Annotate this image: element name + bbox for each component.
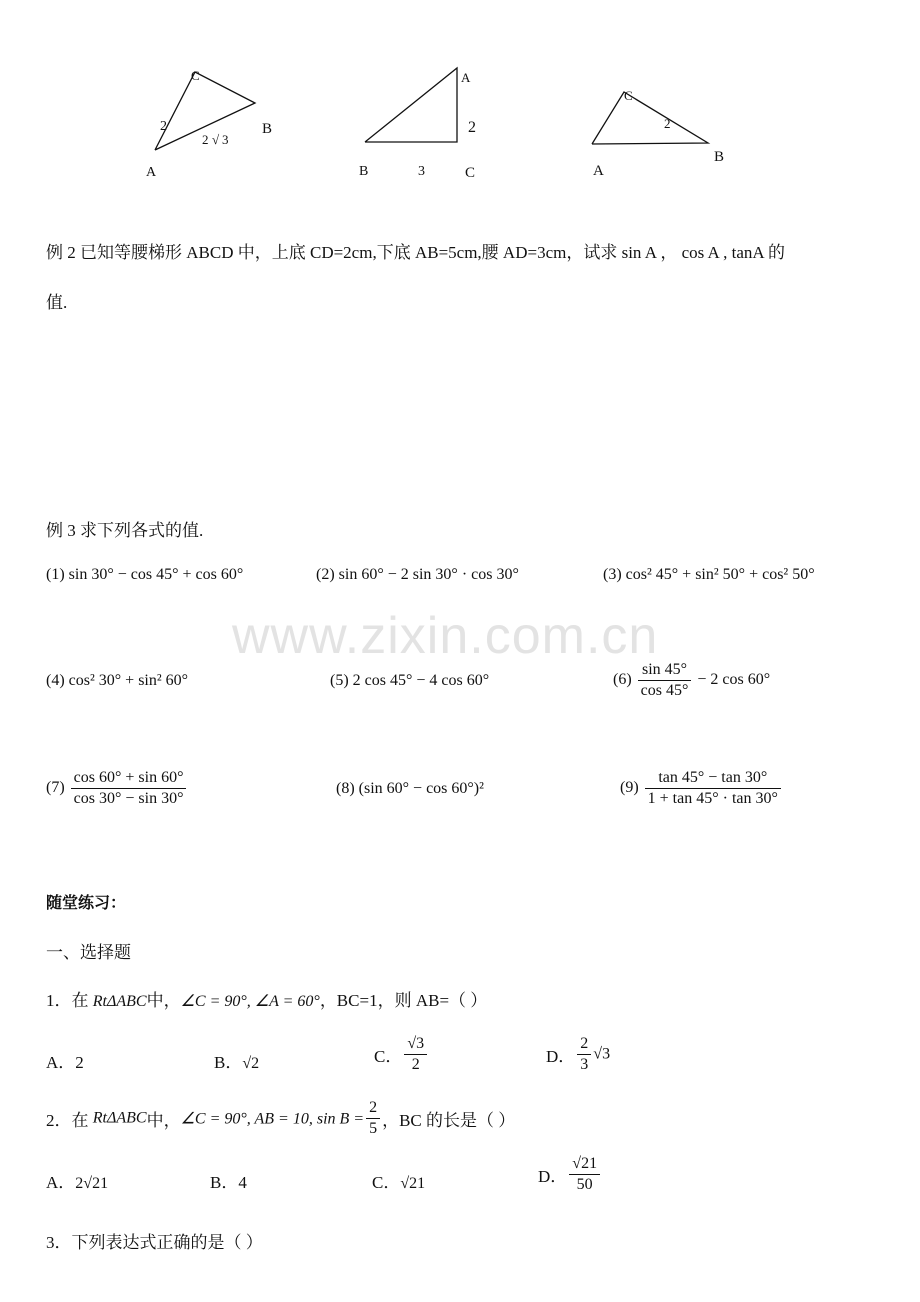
- q2-option-a[interactable]: A．2√21: [46, 1173, 109, 1192]
- t2-label-a: A: [461, 70, 471, 85]
- t1-side-root: 3: [222, 132, 229, 147]
- t2-side-bc: 3: [418, 164, 425, 179]
- t2-side-ac: 2: [468, 119, 476, 136]
- example-2-text-cont: 值.: [46, 293, 68, 312]
- triangle-2: [359, 68, 476, 181]
- watermark: www.zixin.com.cn: [232, 607, 659, 665]
- question-2: 2．在 RtΔABC中，∠C = 90°, AB = 10, sin B = $\frac{2}{5}$ ，BC 的长是（ ）: [46, 1099, 516, 1137]
- q2-option-c[interactable]: C．√21: [372, 1173, 426, 1192]
- expr-5: (5) 2 cos 45° − 4 cos 60°: [330, 672, 490, 689]
- expr-7: (7) $\frac{\cos 60^\circ + \sin 60^\circ}{\cos 30^\circ - \sin 30^\circ}$: [46, 768, 188, 809]
- question-3: 3．下列表达式正确的是（ ）: [46, 1233, 263, 1252]
- triangle-3: [592, 88, 724, 179]
- expr-9: (9) $\frac{\tan 45^\circ - \tan 30^\circ}{1 + \tan 45^\circ \cdot \tan 30^\circ}$: [620, 768, 783, 809]
- practice-title: 随堂练习：: [46, 893, 127, 912]
- q1-option-b[interactable]: B．√2: [214, 1053, 260, 1072]
- question-1: 1．在 RtΔABC中，∠C = 90°, ∠A = 60°，BC=1，则 AB=（ ）: [46, 991, 488, 1010]
- example-3-title: 例 3 求下列各式的值.: [46, 521, 204, 540]
- t1-side-ab: 2: [202, 132, 209, 147]
- expr-1: (1) sin 30° − cos 45° + cos 60°: [46, 566, 244, 583]
- t1-label-c: C: [191, 68, 200, 83]
- t1-side-ac: 2: [160, 119, 167, 134]
- t2-label-b: B: [359, 164, 369, 179]
- q2-option-d[interactable]: D． $\frac{√21}{50}$: [538, 1154, 602, 1195]
- t2-label-c: C: [465, 165, 476, 181]
- expr-8: (8) (sin 60° − cos 60°)²: [336, 780, 484, 797]
- example-2-text: 例 2 已知等腰梯形 ABCD 中，上底 CD=2cm,下底 AB=5cm,腰 AD=3cm，试求 sin A ， cos A , tanA 的: [46, 243, 785, 262]
- expr-3: (3) cos² 45° + sin² 50° + cos² 50°: [603, 566, 815, 583]
- triangle-figures: [0, 0, 920, 200]
- t3-label-c: C: [624, 88, 633, 103]
- triangle-1: [146, 68, 272, 180]
- section-title: 一、选择题: [46, 943, 131, 962]
- q2-option-b[interactable]: B．4: [210, 1173, 247, 1192]
- expr-2: (2) sin 60° − 2 sin 30° · cos 30°: [316, 566, 519, 583]
- q1-option-a[interactable]: A．2: [46, 1053, 84, 1072]
- t3-label-a: A: [593, 163, 604, 179]
- q1-option-d[interactable]: D． $\frac{2}{3}$ √3: [546, 1035, 611, 1073]
- t3-label-b: B: [714, 149, 725, 165]
- t1-label-b: B: [262, 121, 273, 137]
- expr-6: (6) $\frac{\sin 45^\circ}{\cos 45^\circ}$ − 2 cos 60°: [613, 661, 771, 699]
- t1-sqrt-symbol: √: [212, 132, 220, 147]
- t1-label-a: A: [146, 165, 157, 180]
- expr-4: (4) cos² 30° + sin² 60°: [46, 672, 189, 689]
- t3-side-cb: 2: [664, 116, 671, 131]
- q1-option-c[interactable]: C． $\frac{√3}{2}$: [374, 1034, 429, 1075]
